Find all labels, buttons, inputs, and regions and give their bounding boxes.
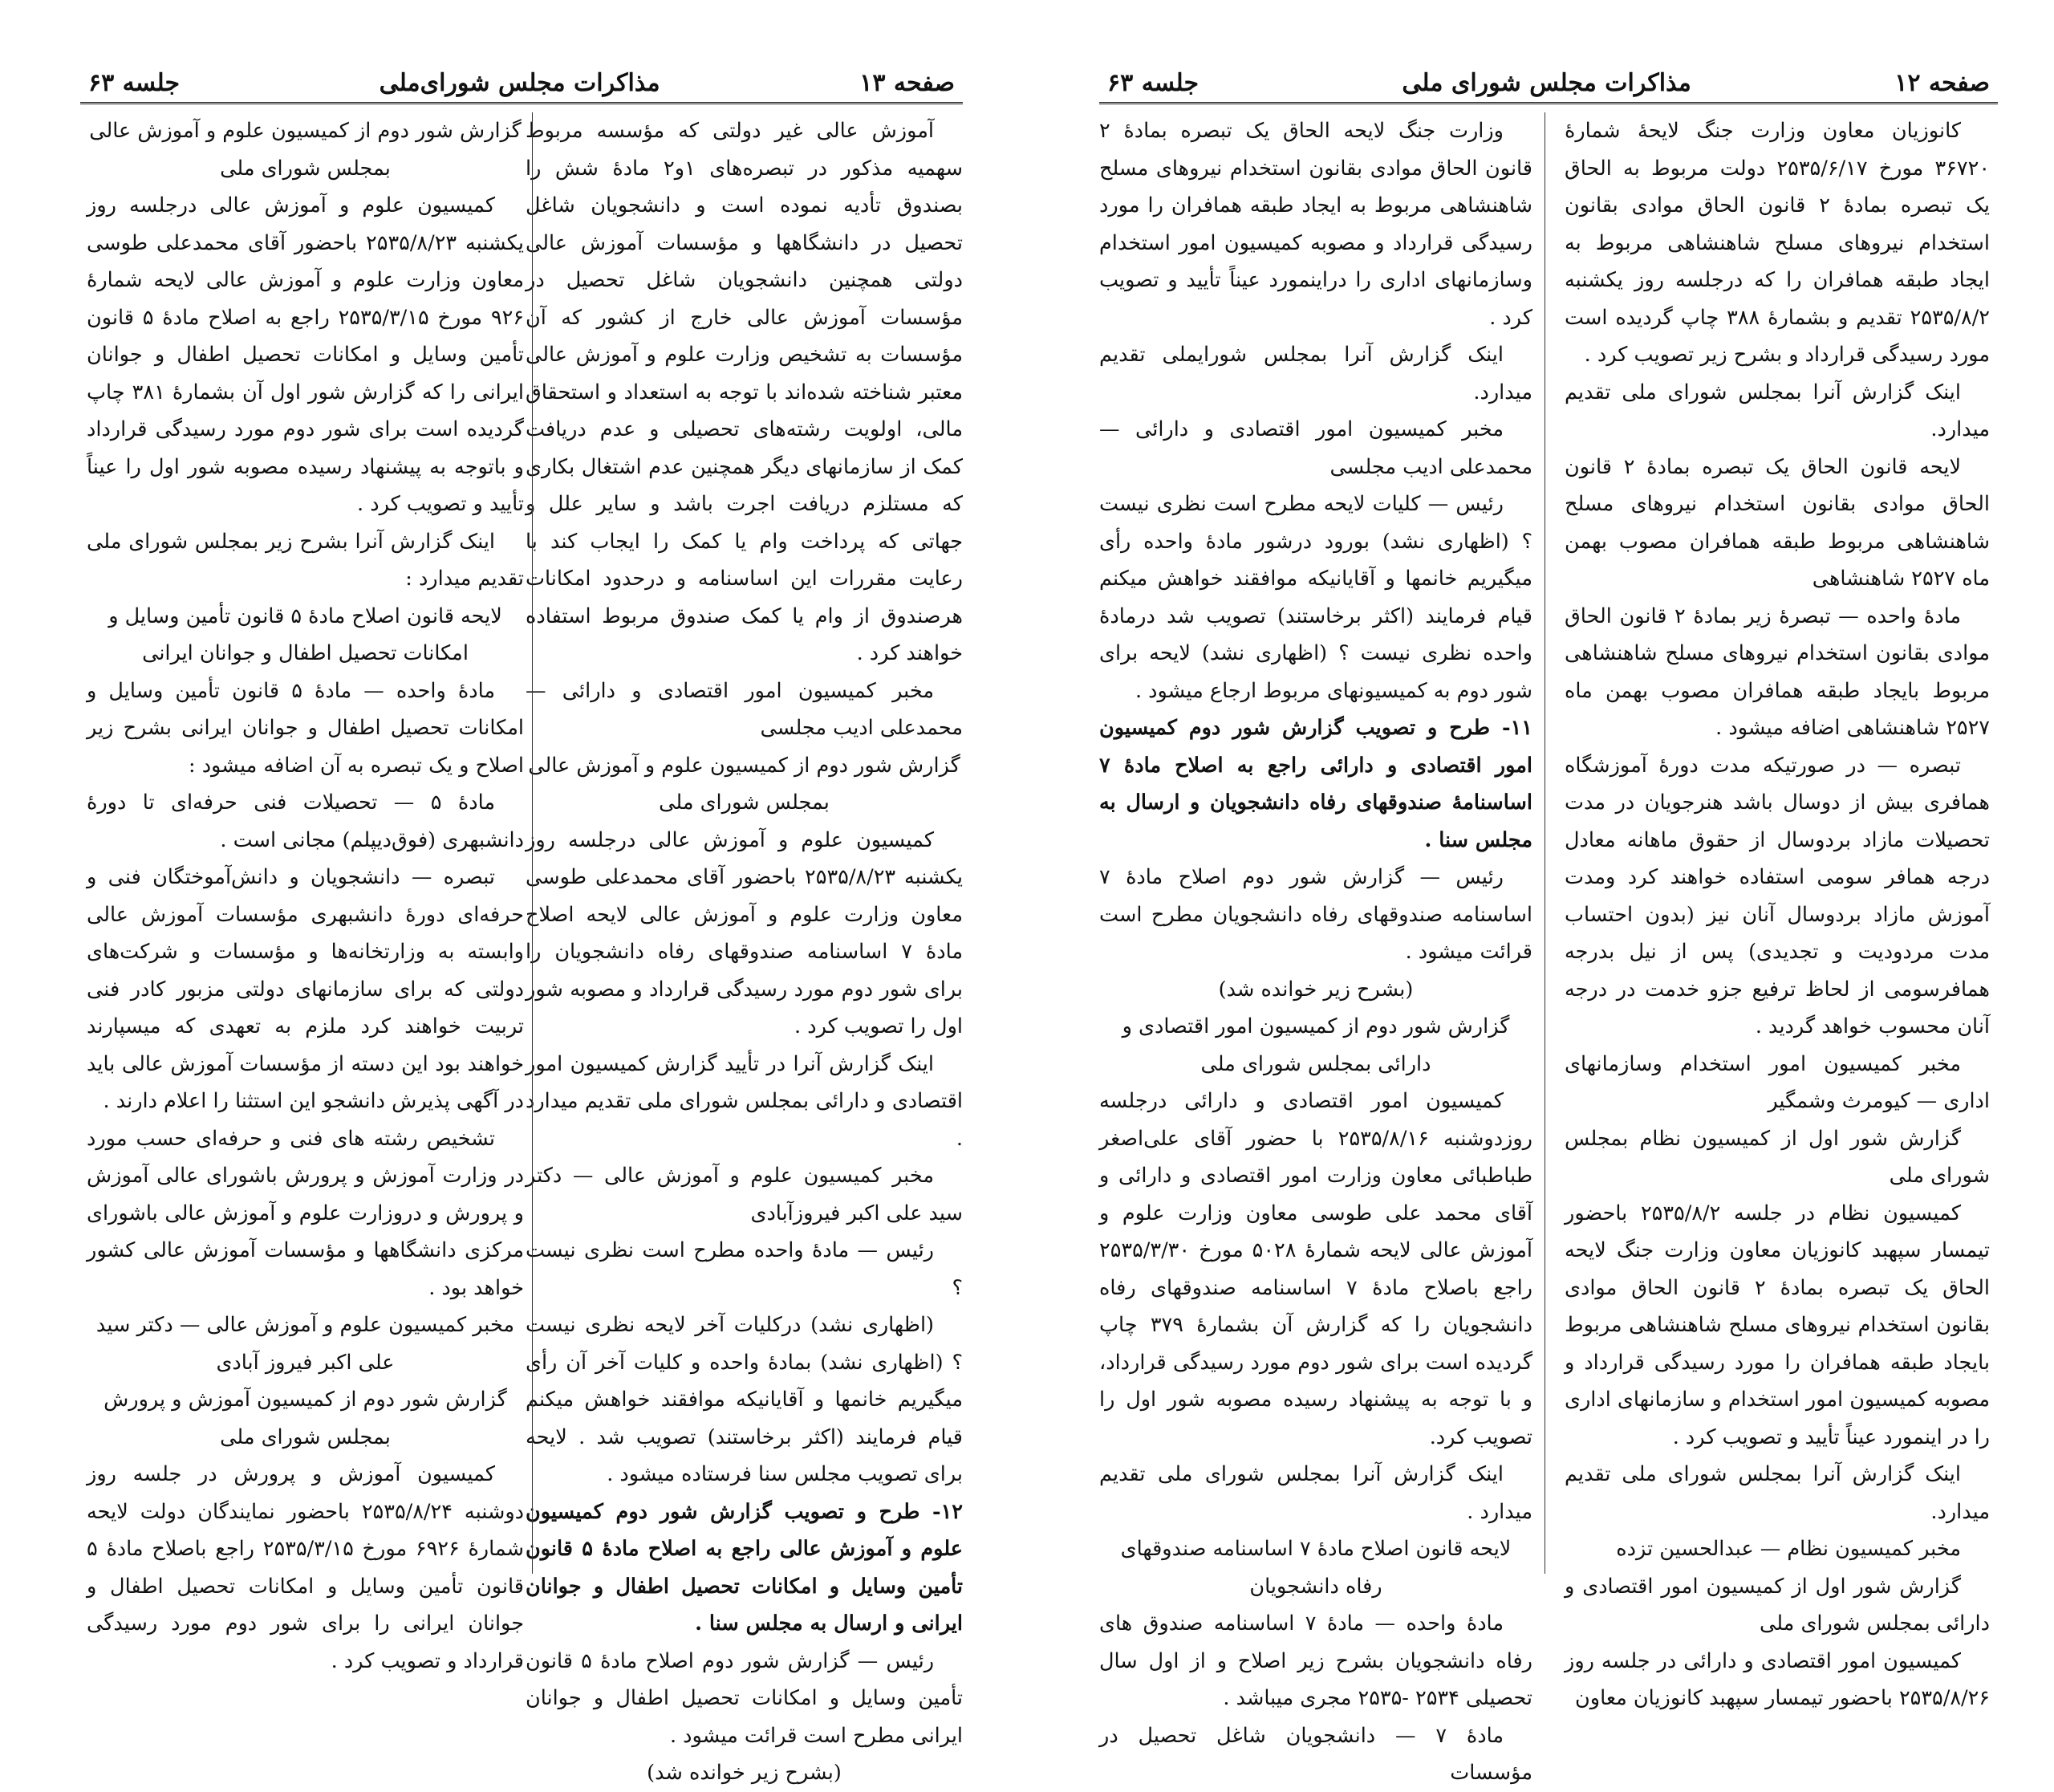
rapporteur-signature: مخبر کمیسیون امور اقتصادی و دارائی — محمدعلی ادیب مجلسی [1099,417,1532,479]
right-page-header [1099,63,1998,104]
paragraph: کمیسیون آموزش و پرورش در جلسه روز دوشنبه ۲۵۳۵/۸/۲۴ باحضور نمایندگان دولت لایحه شمارهٔ ۶۹۲۶ مورخ ۲۵۳۵/۳/۱۵ راجع باصلاح مادهٔ ۵ قانون تأمین وسایل و امکانات تحصیل اطفال و جوانان ایرانی را برای شور دوم مورد رسیدگی قرارداد و تصویب کرد . [87,1462,525,1673]
paragraph: اینک گزارش آنرا بشرح زیر بمجلس شورای ملی تقدیم میدارد : [87,529,524,591]
session-number: جلسه ۶۳ [1107,69,1200,97]
article-text: مادهٔ ۵ — تحصیلات فنی حرفه‌ای تا دورهٔ دانشبهری (فوق‌دیپلم) مجانی است . [87,790,524,852]
paragraph: کمیسیون امور اقتصادی و دارائی درجلسه روزدوشنبه ۲۵۳۵/۸/۱۶ با حضور آقای علی‌اصغر طباطبائی معاون وزارت امور اقتصادی و دارائی و آقای محمد علی طوسی معاون وزارت علوم و آموزش عالی لایحه شمارهٔ ۵۰۲۸ مورخ ۲۵۳۵/۳/۳۰ راجع باصلاح مادهٔ ۷ اساسنامه صندوقهای رفاه دانشجویان را که گزارش آن بشمارهٔ ۳۷۹ چاپ گردیده است برای شور دوم مورد رسیدگی قرارداد، و با توجه به پیشنهاد رسیده مصوبه شور اول را تصویب کرد. [1099,1089,1532,1449]
paragraph: اینک گزارش آنرا بمجلس شورایملی تقدیم میدارد. [1099,343,1532,404]
paragraph: اینک گزارش آنرا بمجلس شورای ملی تقدیم میدارد . [1099,1462,1532,1524]
rapporteur-signature: مخبر کمیسیون علوم و آموزش عالی — دکتر سید علی اکبر فیروز آبادی [95,1313,515,1375]
paragraph: کمیسیون امور اقتصادی و دارائی در جلسه روز ۲۵۳۵/۸/۲۶ باحضور تیمسار سپهبد کانوزیان معاون [1565,1648,1990,1710]
agenda-item-heading: ۱۲- طرح و تصویب گزارش شور دوم کمیسیون علوم و آموزش عالی راجع به اصلاح مادهٔ ۵ قانون تأمین وسایل و امکانات تحصیل اطفال و جوانان ایرانی و ارسال به مجلس سنا . [526,1499,963,1636]
left-page [0,0,1019,1785]
paragraph: کانوزیان معاون وزارت جنگ لایحهٔ شمارهٔ ۳۶۷۲۰ مورخ ۲۵۳۵/۶/۱۷ دولت مربوط به الحاق یک تبصره بمادهٔ ۲ قانون الحاق موادی بقانون استخدام نیروهای مسلح شاهنشاهی مربوط به ایجاد طبقه همافران را که درجلسه روز یکشنبه ۲۵۳۵/۸/۲ تقدیم و بشمارهٔ ۳۸۸ چاپ گردیده است مورد رسیدگی قرارداد و بشرح زیر تصویب کرد . [1565,119,1991,367]
paragraph: تشخیص رشته های فنی و حرفه‌ای حسب مورد در وزارت آموزش و پرورش باشورای عالی آموزش و پرورش و دروزارت علوم و آموزش عالی باشورای مرکزی دانشگاهها و مؤسسات آموزش عالی کشور خواهد بود . [87,1126,524,1300]
paragraph: اینک گزارش آنرا بمجلس شورای ملی تقدیم میدارد. [1565,380,1990,441]
speaker-remark: رئیس — کلیات لایحه مطرح است نظری نیست ؟ (اظهاری نشد) بورود درشور مادهٔ واحده رأی میگیریم خانمها و آقایانیکه موافقند خواهش میکنم قیام فرمایند (اکثر برخاستند) تصویب شد درمادهٔ واحده نظری نیست ؟ (اظهاری نشد) لایحه برای شور دوم به کمیسیونهای مربوط ارجاع میشود . [1099,492,1532,703]
paragraph: کمیسیون علوم و آموزش عالی درجلسه روز یکشنبه ۲۵۳۵/۸/۲۳ باحضور آقای محمدعلی طوسی معاون وزارت علوم و آموزش عالی لایحه اصلاح مادهٔ ۷ اساسنامه صندوقهای رفاه دانشجویان را برای شور دوم مورد رسیدگی قرارداد و مصوبه شور اول را تصویب کرد . [526,827,963,1038]
left-page-right-column [526,112,963,1785]
speaker-remark: رئیس — گزارش شور دوم اصلاح مادهٔ ۵ قانون تأمین وسایل و امکانات تحصیل اطفال و جوانان ایرانی مطرح است قرائت میشود . [526,1648,963,1748]
report-heading: گزارش شور دوم از کمیسیون آموزش و پرورش بمجلس شورای ملی [104,1388,507,1449]
report-heading: گزارش شور اول از کمیسیون نظام بمجلس شورای ملی [1565,1126,1990,1188]
article-text: مادهٔ ۷ — دانشجویان شاغل تحصیل در مؤسسات [1099,1723,1532,1785]
report-heading: گزارش شور دوم از کمیسیون علوم و آموزش عالی بمجلس شورای ملی [89,119,522,181]
right-page [1051,0,2054,1785]
paragraph: اینک گزارش آنرا در تأیید گزارش کمیسیون امور اقتصادی و دارائی بمجلس شورای ملی تقدیم میدارد . [526,1051,963,1151]
agenda-item-heading: ۱۱- طرح و تصویب گزارش شور دوم کمیسیون امور اقتصادی و دارائی راجع به اصلاح مادهٔ ۷ اساسنامهٔ صندوقهای رفاه دانشجویان و ارسال به مجلس سنا . [1099,716,1532,852]
journal-title: مذاکرات مجلس شورای‌ملی [379,69,660,97]
journal-title: مذاکرات مجلس شورای ملی [1402,69,1691,97]
article-text: مادهٔ واحده — مادهٔ ۵ قانون تأمین وسایل و امکانات تحصیل اطفال و جوانان ایرانی بشرح زیر اصلاح و یک تبصره به آن اضافه میشود : [87,678,524,778]
paragraph: کمیسیون علوم و آموزش عالی درجلسه روز یکشنبه ۲۵۳۵/۸/۲۳ باحضور آقای محمدعلی طوسی معاون وزارت علوم و آموزش عالی لایحه شمارهٔ ۹۲۶ مورخ ۲۵۳۵/۳/۱۵ راجع به اصلاح مادهٔ ۵ قانون تأمین وسایل و امکانات تحصیل اطفال و جوانان ایرانی را که گزارش شور اول آن بشمارهٔ ۳۸۱ چاپ گردیده است برای شور دوم مورد رسیدگی قرارداد و باتوجه به پیشنهاد رسیده مصوبه شور اول را عیناً تأیید و تصویب کرد . [87,193,524,516]
column-divider [532,112,533,1574]
article-text: مادهٔ واحده — تبصرهٔ زیر بمادهٔ ۲ قانون الحاق موادی بقانون استخدام نیروهای مسلح شاهنشاهی مربوط بایجاد طبقه همافران مصوب بهمن ماه ۲۵۲۷ شاهنشاهی اضافه میشود . [1565,603,1990,740]
paragraph: آموزش عالی غیر دولتی که مؤسسه مربوط سهمیه مذکور در تبصره‌های ۱و۲ مادهٔ شش را بصندوق تأدیه نموده است و دانشجویان شاغل تحصیل در دانشگاهها و مؤسسات آموزش عالی دولتی همچنین دانشجویان شاغل تحصیل در مؤسسات آموزش عالی خارج از کشور که آن مؤسسات به تشخیص وزارت علوم و آموزش عالی معتبر شناخته شده‌اند با توجه به استعداد و استحقاق مالی، اولویت رشته‌های تحصیلی و عدم دریافت کمک از سازمانهای دیگر همچنین عدم اشتغال بکاری که مستلزم دریافت اجرت باشد و سایر علل و جهاتی که پرداخت وام یا کمک را ایجاب کند با رعایت مقررات این اساسنامه و درحدود امکانات هرصندوق از وام یا کمک صندوق مربوط استفاده خواهند کرد . [526,119,963,665]
paragraph: اینک گزارش آنرا بمجلس شورای ملی تقدیم میدارد. [1565,1462,1990,1524]
right-page-right-column [1565,112,1991,1710]
reading-note: (بشرح زیر خوانده شد) [647,1761,842,1785]
rapporteur-signature: مخبر کمیسیون امور استخدام وسازمانهای اداری — کیومرث وشمگیر [1565,1051,1990,1113]
paragraph: (اظهاری نشد) درکلیات آخر لایحه نظری نیست ؟ (اظهاری نشد) بمادهٔ واحده و کلیات آخر آن رأی میگیریم خانمها و آقایانیکه موافقند خواهش میکنم قیام فرمایند (اکثر برخاستند) تصویب شد . لایحه برای تصویب مجلس سنا فرستاده میشود . [526,1313,963,1486]
page-number: صفحه ۱۲ [1894,69,1990,97]
right-page-left-column [1099,112,1532,1785]
bill-title: لایحه قانون اصلاح مادهٔ ۷ اساسنامه صندوقهای رفاه دانشجویان [1120,1537,1512,1599]
left-page-header [80,63,963,104]
paragraph: وزارت جنگ لایحه الحاق یک تبصره بمادهٔ ۲ قانون الحاق موادی بقانون استخدام نیروهای مسلح شاهنشاهی مربوط به ایجاد طبقه همافران را مورد رسیدگی قرارداد و مصوبه کمیسیون امور استخدام وسازمانهای اداری را دراینمورد عیناً تأیید و تصویب کرد . [1099,119,1532,330]
speaker-remark: رئیس — مادهٔ واحده مطرح است نظری نیست ؟ [526,1238,963,1300]
note-text: تبصره — دانشجویان و دانش‌آموختگان فنی و حرفه‌ای دورهٔ دانشبهری مؤسسات آموزش عالی وابسته به وزارتخانه‌ها و مؤسسات و شرکت‌های دولتی که برای سازمانهای دولتی مزبور کادر فنی تربیت خواهند کرد ملزم به تعهدی که میسپارند خواهند بود این دسته از مؤسسات آموزش عالی باید در آگهی پذیرش دانشجو این استثنا را اعلام دارند . [87,865,524,1113]
report-heading: گزارش شور اول از کمیسیون امور اقتصادی و دارائی بمجلس شورای ملی [1565,1574,1990,1636]
article-text: مادهٔ واحده — مادهٔ ۷ اساسنامه صندوق های رفاه دانشجویان بشرح زیر اصلاح و از اول سال تحصیلی ۲۵۳۴ -۲۵۳۵ مجری میباشد . [1099,1611,1532,1710]
page-number: صفحه ۱۳ [859,69,955,97]
rapporteur-signature: مخبر کمیسیون امور اقتصادی و دارائی — محمدعلی ادیب مجلسی [526,678,963,740]
reading-note: (بشرح زیر خوانده شد) [1218,977,1414,1002]
paragraph: کمیسیون نظام در جلسه ۲۵۳۵/۸/۲ باحضور تیمسار سپهبد کانوزیان معاون وزارت جنگ لایحه الحاق یک تبصره بمادهٔ ۲ قانون الحاق موادی بقانون استخدام نیروهای مسلح شاهنشاهی مربوط بایجاد طبقه همافران را مورد رسیدگی قرارداد و مصوبه کمیسیون امور استخدام و سازمانهای اداری را در اینمورد عیناً تأیید و تصویب کرد . [1565,1201,1990,1449]
note-text: تبصره — در صورتیکه مدت دورهٔ آموزشگاه همافری بیش از دوسال باشد هنرجویان در مدت تحصیلات مازاد بردوسال از حقوق ماهانه معادل درجه همافر سومی استفاده خواهند کرد ومدت آموزش مازاد بردوسال آنان نیز (بدون احتساب مدت مردودیت و تجدیدی) پس از نیل بدرجه همافرسومی از لحاظ ترفیع جزو خدمت در درجه آنان محسوب خواهد گردید . [1565,753,1990,1038]
report-heading: گزارش شور دوم از کمیسیون امور اقتصادی و دارائی بمجلس شورای ملی [1122,1014,1510,1076]
bill-title: لایحه قانون اصلاح مادهٔ ۵ قانون تأمین وسایل و امکانات تحصیل اطفال و جوانان ایرانی [108,603,502,665]
bill-title: لایحه قانون الحاق یک تبصره بمادهٔ ۲ قانون الحاق موادی بقانون استخدام نیروهای مسلح شاهنشاهی مربوط طبقه همافران مصوب بهمن ماه ۲۵۲۷ شاهنشاهی [1565,454,1990,591]
speaker-remark: رئیس — گزارش شور دوم اصلاح مادهٔ ۷ اساسنامه صندوقهای رفاه دانشجویان مطرح است قرائت میشود . [1099,865,1532,964]
rapporteur-signature: مخبر کمیسیون نظام — عبدالحسین تزده [1616,1537,1961,1561]
left-page-left-column [87,112,525,1673]
rapporteur-signature: مخبر کمیسیون علوم و آموزش عالی — دکتر سید علی اکبر فیروزآبادی [526,1164,963,1225]
report-heading: گزارش شور دوم از کمیسیون علوم و آموزش عالی بمجلس شورای ملی [528,753,960,815]
session-number: جلسه ۶۳ [88,69,181,97]
